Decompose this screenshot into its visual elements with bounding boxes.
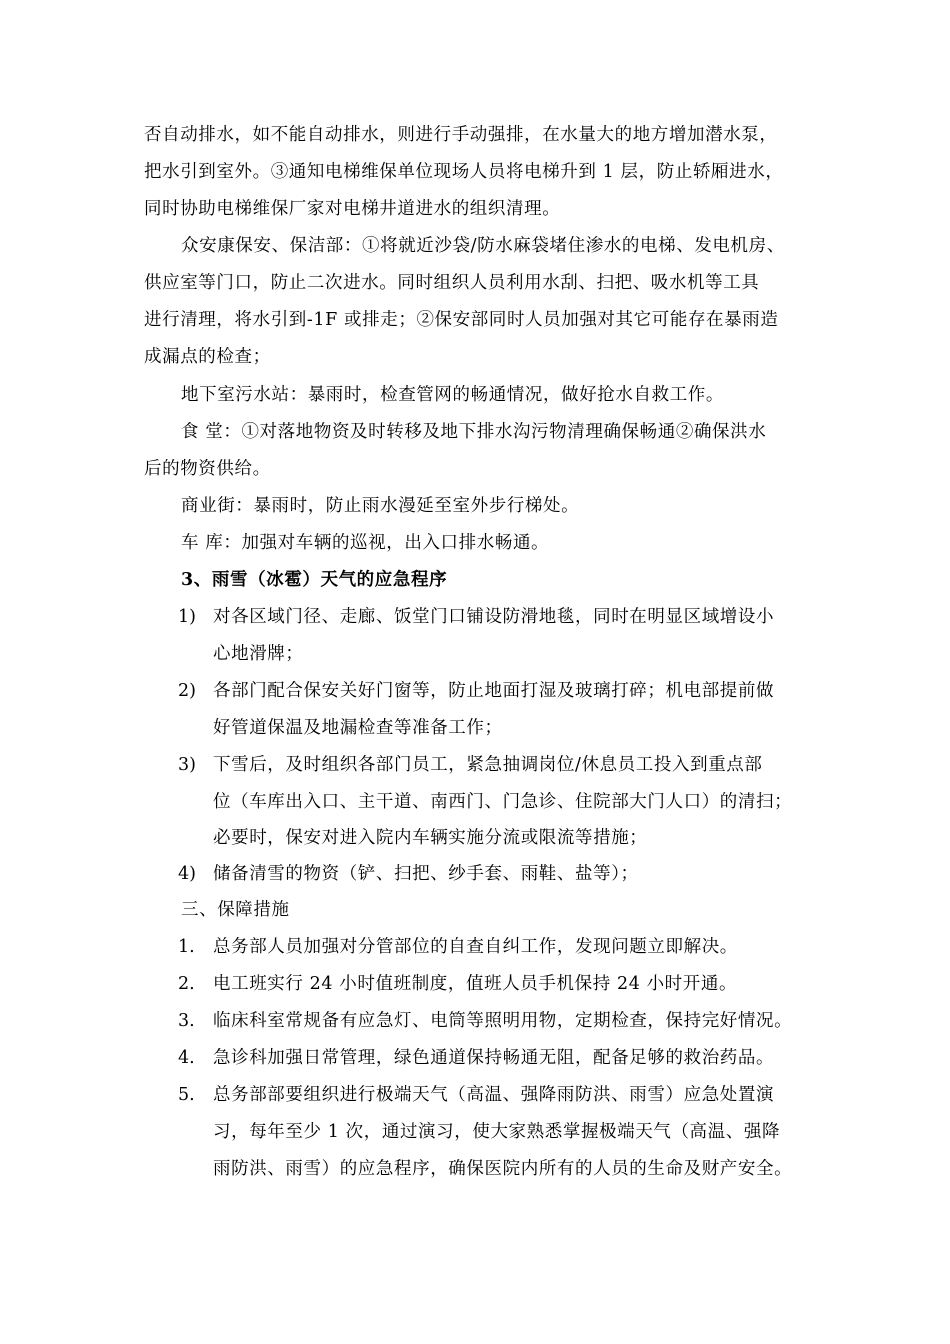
- section-three-item-2-number: 2.: [178, 974, 195, 994]
- section-3-item-3-line-1: 下雪后，及时组织各部门员工，紧急抽调岗位/休息员工投入到重点部: [213, 755, 763, 775]
- section-3-item-2-line-1: 各部门配合保安关好门窗等，防止地面打湿及玻璃打碎；机电部提前做: [213, 681, 775, 701]
- paragraph-2-line-1: 众安康保安、保洁部：①将就近沙袋/防水麻袋堵住渗水的电梯、发电机房、: [181, 236, 785, 256]
- section-3-item-4-number: 4): [178, 864, 196, 884]
- paragraph-4-line-1: 食 堂：①对落地物资及时转移及地下排水沟污物清理确保畅通②确保洪水: [181, 422, 767, 442]
- paragraph-1-line-2: 把水引到室外。③通知电梯维保单位现场人员将电梯升到 1 层，防止轿厢进水，: [144, 162, 784, 182]
- section-3-item-1-number: 1): [178, 607, 196, 627]
- section-three-item-4-number: 4.: [178, 1048, 195, 1068]
- section-3-heading: 3、雨雪（冰雹）天气的应急程序: [181, 570, 448, 590]
- paragraph-1-line-1: 否自动排水，如不能自动排水，则进行手动强排，在水量大的地方增加潜水泵，: [144, 125, 778, 145]
- section-3-item-1-line-1: 对各区域门径、走廊、饭堂门口铺设防滑地毯，同时在明显区域增设小: [213, 607, 775, 627]
- paragraph-4-line-2: 后的物资供给。: [144, 459, 271, 479]
- section-three-item-4-line-1: 急诊科加强日常管理，绿色通道保持畅通无阻，配备足够的救治药品。: [213, 1048, 775, 1068]
- section-three-item-1-line-1: 总务部人员加强对分管部位的自查自纠工作，发现问题立即解决。: [213, 937, 738, 957]
- paragraph-1-line-3: 同时协助电梯维保厂家对电梯井道进水的组织清理。: [144, 199, 561, 219]
- section-3-item-3-line-2: 位（车库出入口、主干道、南西门、门急诊、住院部大门人口）的清扫；: [213, 792, 793, 812]
- section-3-item-2-line-2: 好管道保温及地漏检查等准备工作；: [213, 718, 503, 738]
- paragraph-2-line-3: 进行清理，将水引到-1F 或排走；②保安部同时人员加强对其它可能存在暴雨造: [144, 310, 779, 330]
- section-three-item-3-line-1: 临床科室常规备有应急灯、电筒等照明用物，定期检查，保持完好情况。: [213, 1011, 793, 1031]
- section-three-item-5-line-2: 习，每年至少 1 次，通过演习，使大家熟悉掌握极端天气（高温、强降: [213, 1122, 781, 1142]
- section-3-item-2-number: 2): [178, 681, 196, 701]
- section-3-item-3-number: 3): [178, 755, 196, 775]
- section-3-item-3-line-3: 必要时，保安对进入院内车辆实施分流或限流等措施；: [213, 828, 648, 848]
- paragraph-3-line-1: 地下室污水站：暴雨时，检查管网的畅通情况，做好抢水自救工作。: [181, 385, 724, 405]
- section-three-item-2-line-1: 电工班实行 24 小时值班制度，值班人员手机保持 24 小时开通。: [213, 974, 738, 994]
- paragraph-5-line-1: 商业街：暴雨时，防止雨水漫延至室外步行梯处。: [181, 496, 580, 516]
- section-three-item-5-line-3: 雨防洪、雨雪）的应急程序，确保医院内所有的人员的生命及财产安全。: [213, 1159, 793, 1179]
- paragraph-2-line-4: 成漏点的检查；: [144, 347, 271, 367]
- section-3-item-4-line-1: 储备清雪的物资（铲、扫把、纱手套、雨鞋、盐等）；: [213, 864, 639, 884]
- section-three-item-5-number: 5.: [178, 1085, 195, 1105]
- paragraph-6-line-1: 车 库：加强对车辆的巡视，出入口排水畅通。: [181, 533, 550, 553]
- section-three-heading: 三、保障措施: [181, 900, 290, 920]
- section-3-item-1-line-2: 心地滑牌；: [213, 644, 304, 664]
- paragraph-2-line-2: 供应室等门口，防止二次进水。同时组织人员利用水刮、扫把、吸水机等工具: [144, 273, 760, 293]
- section-three-item-1-number: 1.: [178, 937, 195, 957]
- section-three-item-5-line-1: 总务部部要组织进行极端天气（高温、强降雨防洪、雨雪）应急处置演: [213, 1085, 775, 1105]
- section-three-item-3-number: 3.: [178, 1011, 195, 1031]
